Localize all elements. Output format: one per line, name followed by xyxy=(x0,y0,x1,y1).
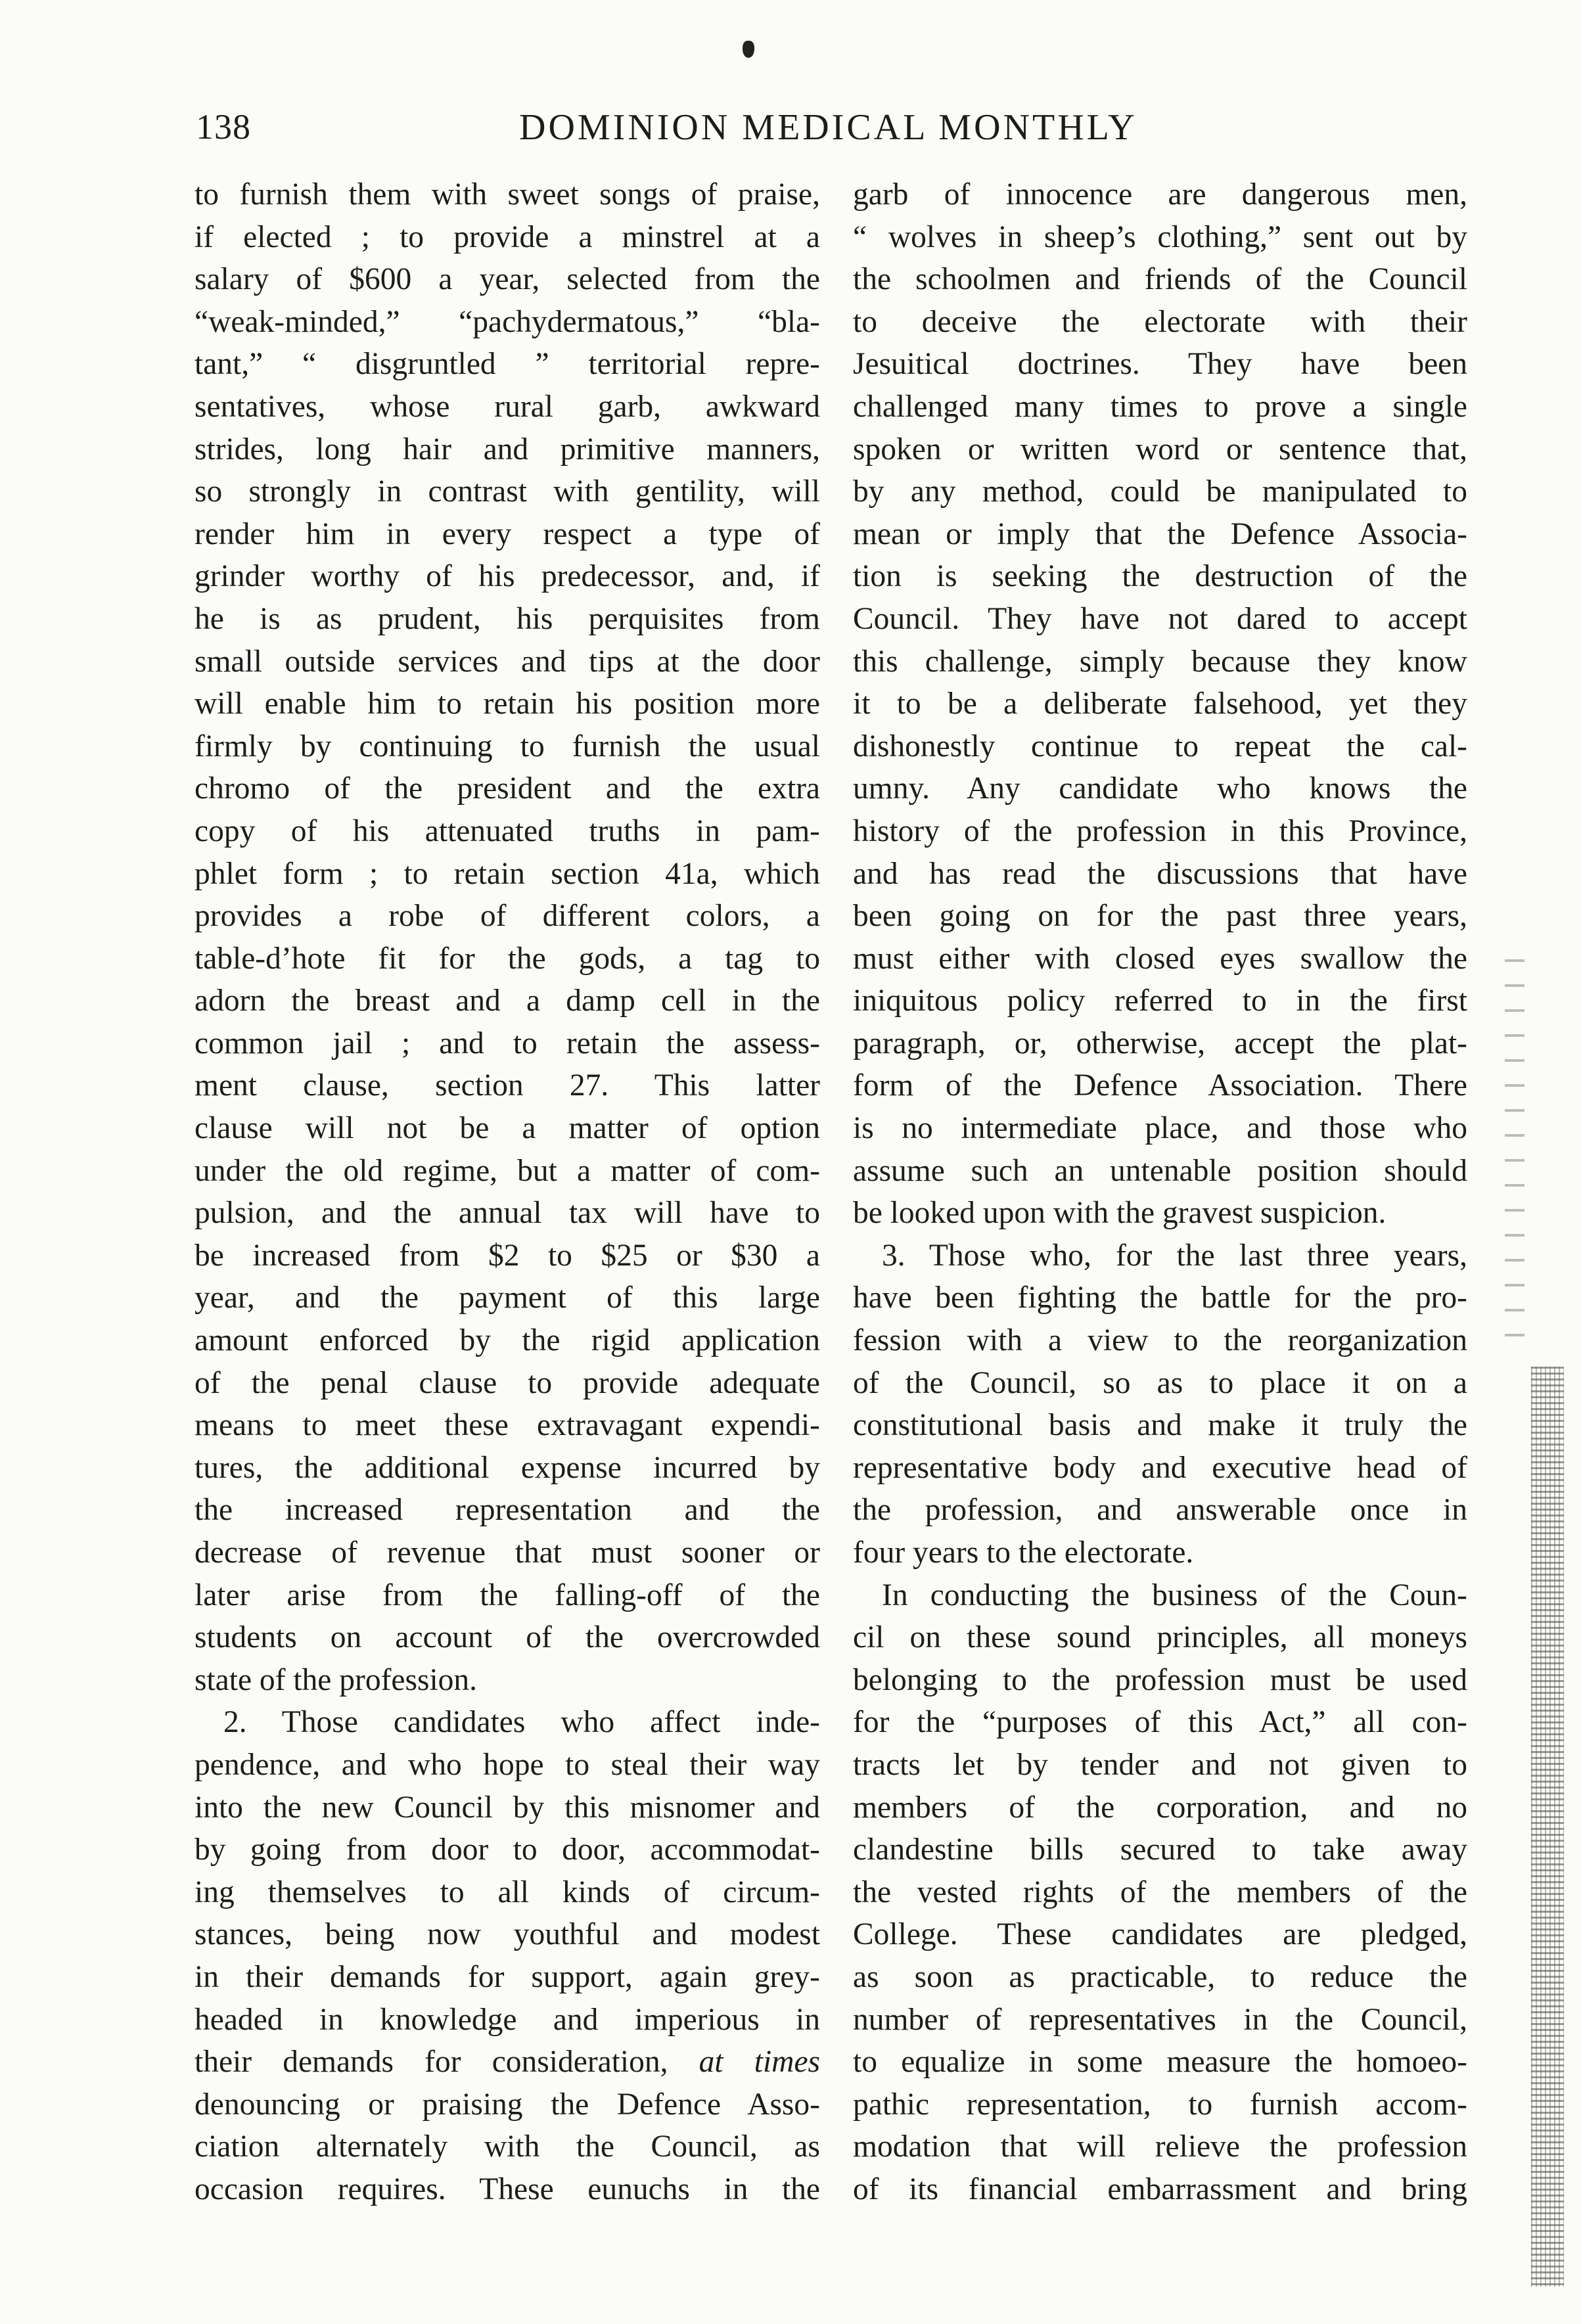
text-line: challenged many times to prove a single xyxy=(853,389,1467,424)
text-line: 3. Those who, for the last three years, xyxy=(882,1238,1467,1273)
text-line: occasion requires. These eunuchs in the xyxy=(195,2172,820,2206)
text-line: history of the profession in this Province, xyxy=(853,813,1467,848)
text-line: in their demands for support, again grey- xyxy=(195,1959,820,1994)
text-line: phlet form ; to retain section 41a, which xyxy=(195,856,820,891)
text-line: grinder worthy of his predecessor, and, if xyxy=(195,559,820,594)
text-line: denouncing or praising the Defence Asso- xyxy=(195,2087,820,2122)
text-line: of the Council, so as to place it on a xyxy=(853,1365,1467,1400)
text-line: garb of innocence are dangerous men, xyxy=(853,177,1467,212)
text-line: constitutional basis and make it truly the xyxy=(853,1408,1467,1443)
page-number: 138 xyxy=(196,107,251,147)
text-line: their demands for consideration, at times xyxy=(195,2045,820,2080)
text-line: means to meet these extravagant expendi- xyxy=(195,1408,820,1443)
text-line: representative body and executive head of xyxy=(853,1450,1467,1485)
text-line: four years to the electorate. xyxy=(853,1536,1194,1570)
text-line: Jesuitical doctrines. They have been xyxy=(853,347,1467,382)
text-line: if elected ; to provide a minstrel at a xyxy=(195,219,820,254)
text-line: will enable him to retain his position more xyxy=(195,687,820,721)
page-header xyxy=(0,106,1581,159)
text-line: to deceive the electorate with their xyxy=(853,304,1467,339)
text-line: under the old regime, but a matter of com- xyxy=(195,1153,820,1188)
text-line: been going on for the past three years, xyxy=(853,899,1467,934)
text-line: he is as prudent, his perquisites from xyxy=(195,601,820,636)
running-title: DOMINION MEDICAL MONTHLY xyxy=(519,107,1137,148)
text-line: must either with closed eyes swallow the xyxy=(853,941,1467,976)
text-line: provides a robe of different colors, a xyxy=(195,899,820,934)
text-line: it to be a deliberate falsehood, yet they xyxy=(853,687,1467,721)
text-line: adorn the breast and a damp cell in the xyxy=(195,984,820,1018)
text-line: pathic representation, to furnish accom- xyxy=(853,2087,1467,2122)
text-line: by any method, could be manipulated to xyxy=(853,474,1467,509)
text-line: render him in every respect a type of xyxy=(195,516,820,551)
text-line: ment clause, section 27. This latter xyxy=(195,1068,820,1103)
text-line: is no intermediate place, and those who xyxy=(853,1111,1467,1146)
text-line: year, and the payment of this large xyxy=(195,1281,820,1315)
text-line: sentatives, whose rural garb, awkward xyxy=(195,389,820,424)
text-line: to equalize in some measure the homoeo- xyxy=(853,2045,1467,2080)
text-line: spoken or written word or sentence that, xyxy=(853,432,1467,467)
left-text-column xyxy=(195,173,820,2211)
text-line: state of the profession. xyxy=(195,1662,478,1697)
text-line: tracts let by tender and not given to xyxy=(853,1747,1467,1782)
text-line: table-d’hote fit for the gods, a tag to xyxy=(195,941,820,976)
text-line: In conducting the business of the Coun- xyxy=(882,1578,1467,1612)
text-line: headed in knowledge and imperious in xyxy=(195,2002,820,2037)
text-line: salary of $600 a year, selected from the xyxy=(195,262,820,297)
text-line: the schoolmen and friends of the Council xyxy=(853,262,1467,297)
text-line: tion is seeking the destruction of the xyxy=(853,559,1467,594)
text-line: of the penal clause to provide adequate xyxy=(195,1365,820,1400)
text-line: stances, being now youthful and modest xyxy=(195,1917,820,1952)
printer-ornament-icon xyxy=(743,41,754,58)
right-text-column xyxy=(853,173,1467,2211)
text-line: later arise from the falling-off of the xyxy=(195,1578,820,1612)
text-line: paragraph, or, otherwise, accept the plat- xyxy=(853,1026,1467,1060)
text-line: this challenge, simply because they know xyxy=(853,644,1467,679)
text-line: of its financial embarrassment and bring xyxy=(853,2172,1467,2206)
text-line: iniquitous policy referred to in the first xyxy=(853,984,1467,1018)
text-line: the vested rights of the members of the xyxy=(853,1875,1467,1909)
text-line: ciation alternately with the Council, as xyxy=(195,2130,820,2164)
text-line: clause will not be a matter of option xyxy=(195,1111,820,1146)
text-line: small outside services and tips at the door xyxy=(195,644,820,679)
text-line: Council. They have not dared to accept xyxy=(853,601,1467,636)
text-line: and has read the discussions that have xyxy=(853,856,1467,891)
text-line: modation that will relieve the profession xyxy=(853,2130,1467,2164)
text-line: tures, the additional expense incurred by xyxy=(195,1450,820,1485)
text-line: the increased representation and the xyxy=(195,1493,820,1528)
text-line: so strongly in contrast with gentility, will xyxy=(195,474,820,509)
text-line: be increased from $2 to $25 or $30 a xyxy=(195,1238,820,1273)
text-line: pendence, and who hope to steal their way xyxy=(195,1747,820,1782)
text-line: firmly by continuing to furnish the usual xyxy=(195,729,820,763)
text-line: strides, long hair and primitive manners, xyxy=(195,432,820,467)
text-line: amount enforced by the rigid application xyxy=(195,1323,820,1358)
text-line: “weak-minded,” “pachydermatous,” “bla- xyxy=(195,304,820,339)
text-line: be looked upon with the gravest suspicion. xyxy=(853,1196,1386,1231)
scan-edge-shadow xyxy=(1531,1367,1564,2287)
text-line: for the “purposes of this Act,” all con- xyxy=(853,1705,1467,1740)
text-line: assume such an untenable position should xyxy=(853,1153,1467,1188)
text-line: belonging to the profession must be used xyxy=(853,1662,1467,1697)
scan-edge-specks xyxy=(1505,959,1524,1354)
text-line: form of the Defence Association. There xyxy=(853,1068,1467,1103)
text-line: chromo of the president and the extra xyxy=(195,771,820,806)
text-line: pulsion, and the annual tax will have to xyxy=(195,1196,820,1231)
text-line: College. These candidates are pledged, xyxy=(853,1917,1467,1952)
text-line: by going from door to door, accommodat- xyxy=(195,1833,820,1867)
text-line: decrease of revenue that must sooner or xyxy=(195,1536,820,1570)
text-line: to furnish them with sweet songs of praise, xyxy=(195,177,820,212)
text-line: ing themselves to all kinds of circum- xyxy=(195,1875,820,1909)
text-line: 2. Those candidates who affect inde- xyxy=(223,1705,820,1740)
text-line: fession with a view to the reorganization xyxy=(853,1323,1467,1358)
text-line: number of representatives in the Council, xyxy=(853,2002,1467,2037)
text-line: as soon as practicable, to reduce the xyxy=(853,1959,1467,1994)
text-line: umny. Any candidate who knows the xyxy=(853,771,1467,806)
text-line: clandestine bills secured to take away xyxy=(853,1833,1467,1867)
text-line: have been fighting the battle for the pro- xyxy=(853,1281,1467,1315)
text-line: mean or imply that the Defence Associa- xyxy=(853,516,1467,551)
text-line: cil on these sound principles, all moneys xyxy=(853,1620,1467,1655)
text-line: dishonestly continue to repeat the cal- xyxy=(853,729,1467,763)
text-line: “ wolves in sheep’s clothing,” sent out by xyxy=(853,219,1467,254)
text-line: tant,” “ disgruntled ” territorial repre- xyxy=(195,347,820,382)
text-line: students on account of the overcrowded xyxy=(195,1620,820,1655)
text-line: common jail ; and to retain the assess- xyxy=(195,1026,820,1060)
italic-phrase: at times xyxy=(699,2045,820,2080)
text-line: copy of his attenuated truths in pam- xyxy=(195,813,820,848)
text-line: members of the corporation, and no xyxy=(853,1790,1467,1825)
text-line: the profession, and answerable once in xyxy=(853,1493,1467,1528)
text-line: into the new Council by this misnomer and xyxy=(195,1790,820,1825)
